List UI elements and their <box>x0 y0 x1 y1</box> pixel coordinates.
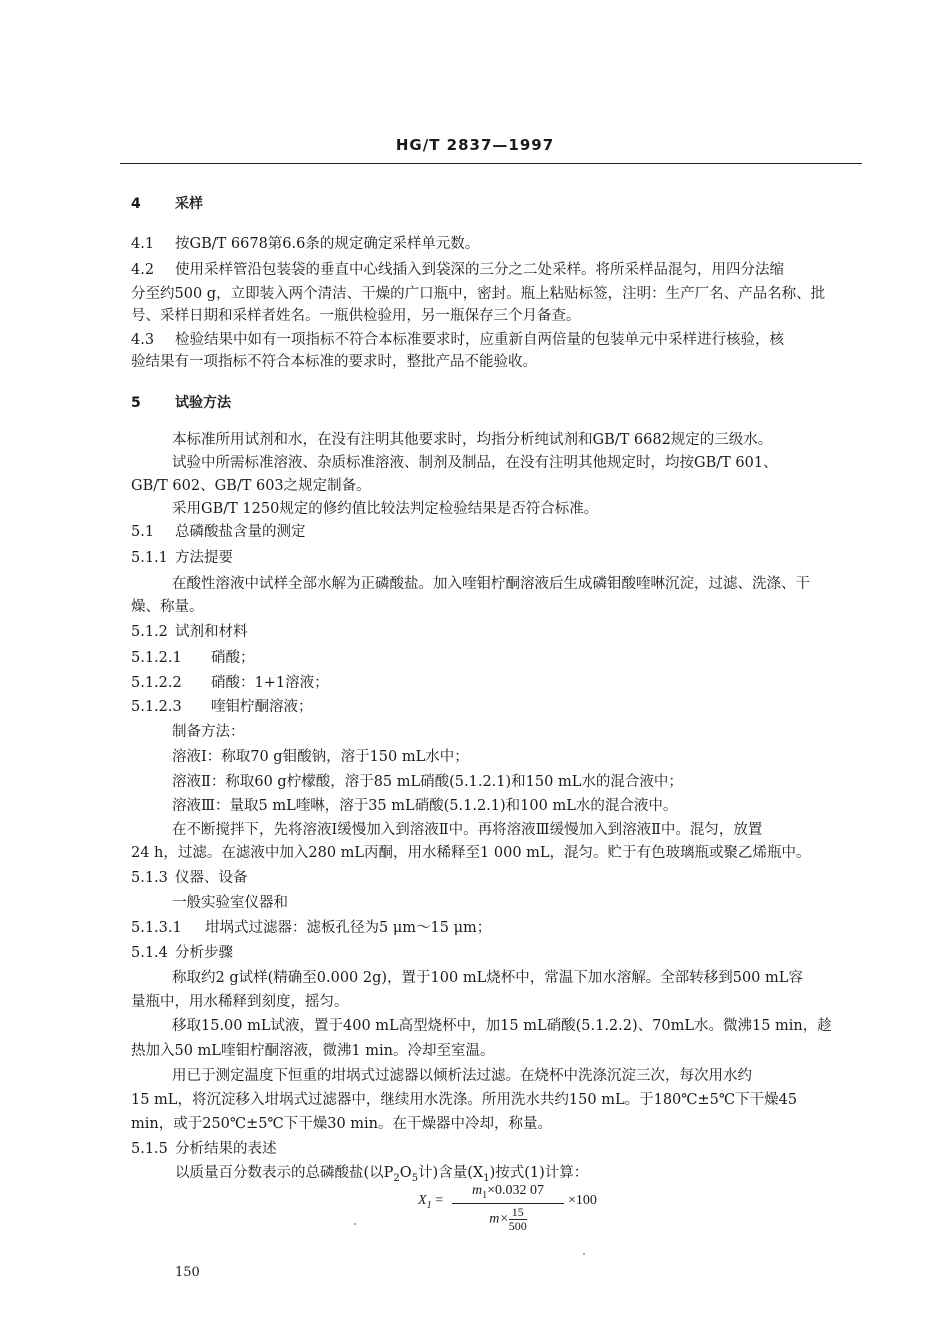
formula-rhs: ×100 <box>568 1193 597 1208</box>
formula-fraction <box>452 1183 564 1233</box>
result-expression-text: 以质量百分数表示的总磷酸盐(以$P_2O_5$计)含量$(X_1)$按式(1)计算： <box>175 1165 589 1184</box>
preparation-label: 制备方法： <box>172 724 245 740</box>
section-5-para-2-line-1: 试验中所需标准溶液、杂质标准溶液、制剂及制品，在没有注明其他规定时，均按GB/T 601、 <box>172 455 778 471</box>
clause-4-2-line-3: 号、采样日期和采样者姓名。一瓶供检验用，另一瓶保存三个月备查。 <box>131 308 581 324</box>
clause-5-1-3-1: 5.1.3.1 坩埚式过滤器：滤板孔径为5 μm～15 μm； <box>131 920 492 936</box>
step-c-line-3: min，或于250℃±5℃下干燥30 min。在干燥器中冷却，称量。 <box>131 1116 553 1132</box>
solution-3: 溶液Ⅲ：量取5 mL喹啉，溶于35 mL硝酸(5.1.2.1)和100 mL水的混合液中。 <box>172 798 678 814</box>
section-5-para-1: 本标准所用试剂和水，在没有注明其他要求时，均指分析纯试剂和GB/T 6682规定的三级水。 <box>172 432 773 448</box>
step-b-line-1: 移取15.00 mL试液，置于400 mL高型烧杯中，加15 mL硝酸(5.1.2.2)、70mL水。微沸15 min，趁 <box>172 1018 832 1034</box>
step-c-line-1: 用已于测定温度下恒重的坩埚式过滤器以倾析法过滤。在烧杯中洗涤沉淀三次，每次用水约 <box>172 1068 752 1084</box>
clause-5-1-1-line-2: 燥、称量。 <box>131 599 204 615</box>
clause-5-1-1-heading: 5.1.1 方法提要 <box>131 550 233 566</box>
clause-5-1-4-heading: 5.1.4 分析步骤 <box>131 945 233 961</box>
section-5-para-3: 采用GB/T 1250规定的修约值比较法判定检验结果是否符合标准。 <box>172 501 599 517</box>
speck <box>354 1223 356 1225</box>
step-a-line-1: 称取约2 g试样(精确至0.000 2g)，置于100 mL烧杯中，常温下加水溶解。全部转移到500 mL容 <box>172 970 803 986</box>
page-number: 150 <box>175 1265 200 1280</box>
clause-5-1-2-2: 5.1.2.2 硝酸：1+1溶液； <box>131 675 329 691</box>
solution-2: 溶液Ⅱ：称取60 g柠檬酸，溶于85 mL硝酸(5.1.2.1)和150 mL水的混合液中； <box>172 774 683 790</box>
clause-5-1-2-1: 5.1.2.1 硝酸； <box>131 650 255 666</box>
formula-denominator: m× $\frac{15}{500}$ <box>489 1204 527 1233</box>
mixing-line-2: 24 h，过滤。在滤液中加入280 mL丙酮，用水稀释至1 000 mL，混匀。贮于有色玻璃瓶或聚乙烯瓶中。 <box>131 845 811 861</box>
step-b-line-2: 热加入50 mL喹钼柠酮溶液，微沸1 min。冷却至室温。 <box>131 1043 495 1059</box>
clause-4-2-line-1: 4.2 使用采样管沿包装袋的垂直中心线插入到袋深的三分之二处采样。将所采样品混匀，用四分法缩 <box>131 262 784 278</box>
clause-5-1-5-heading: 5.1.5 分析结果的表述 <box>131 1141 277 1157</box>
clause-4-2-line-2: 分至约500 g，立即装入两个清洁、干燥的广口瓶中，密封。瓶上粘贴标签，注明：生产厂名、产品名称、批 <box>131 286 826 302</box>
solution-1: 溶液Ⅰ：称取70 g钼酸钠，溶于150 mL水中； <box>172 749 469 765</box>
clause-4-3-line-1: 4.3 检验结果中如有一项指标不符合本标准要求时，应重新自两倍量的包装单元中采样进行核验，核 <box>131 332 784 348</box>
formula-lhs: $X_1$ = <box>418 1193 443 1211</box>
clause-4-1: 4.1 按GB/T 6678第6.6条的规定确定采样单元数。 <box>131 236 480 252</box>
formula-numerator: $m_1\times 0.032$ 07 <box>452 1183 564 1204</box>
clause-5-1-2-3: 5.1.2.3 喹钼柠酮溶液； <box>131 699 313 715</box>
section-5-heading: 5 试验方法 <box>131 395 231 411</box>
running-header: HG/T 2837—1997 <box>395 136 555 154</box>
section-4-heading: 4 采样 <box>131 196 203 212</box>
clause-5-1-heading: 5.1 总磷酸盐含量的测定 <box>131 524 306 540</box>
formula-sub-fraction: $\frac{15}{500}$ <box>508 1204 527 1233</box>
section-5-para-2-line-2: GB/T 602、GB/T 603之规定制备。 <box>131 478 371 494</box>
header-rule <box>120 163 862 164</box>
clause-5-1-1-line-1: 在酸性溶液中试样全部水解为正磷酸盐。加入喹钼柠酮溶液后生成磷钼酸喹啉沉淀，过滤、洗涤、干 <box>172 576 810 592</box>
clause-5-1-3-heading: 5.1.3 仪器、设备 <box>131 870 248 886</box>
clause-5-1-3-text: 一般实验室仪器和 <box>172 895 288 911</box>
clause-5-1-2-heading: 5.1.2 试剂和材料 <box>131 624 248 640</box>
speck <box>583 1253 585 1255</box>
clause-4-3-line-2: 验结果有一项指标不符合本标准的要求时，整批产品不能验收。 <box>131 354 537 370</box>
step-c-line-2: 15 mL，将沉淀移入坩埚式过滤器中，继续用水洗涤。所用洗水共约150 mL。于180℃±5℃下干燥45 <box>131 1092 798 1108</box>
step-a-line-2: 量瓶中，用水稀释到刻度，摇匀。 <box>131 994 349 1010</box>
mixing-line-1: 在不断搅拌下，先将溶液Ⅰ缓慢加入到溶液Ⅱ中。再将溶液Ⅲ缓慢加入到溶液Ⅱ中。混匀，放置 <box>172 822 763 838</box>
